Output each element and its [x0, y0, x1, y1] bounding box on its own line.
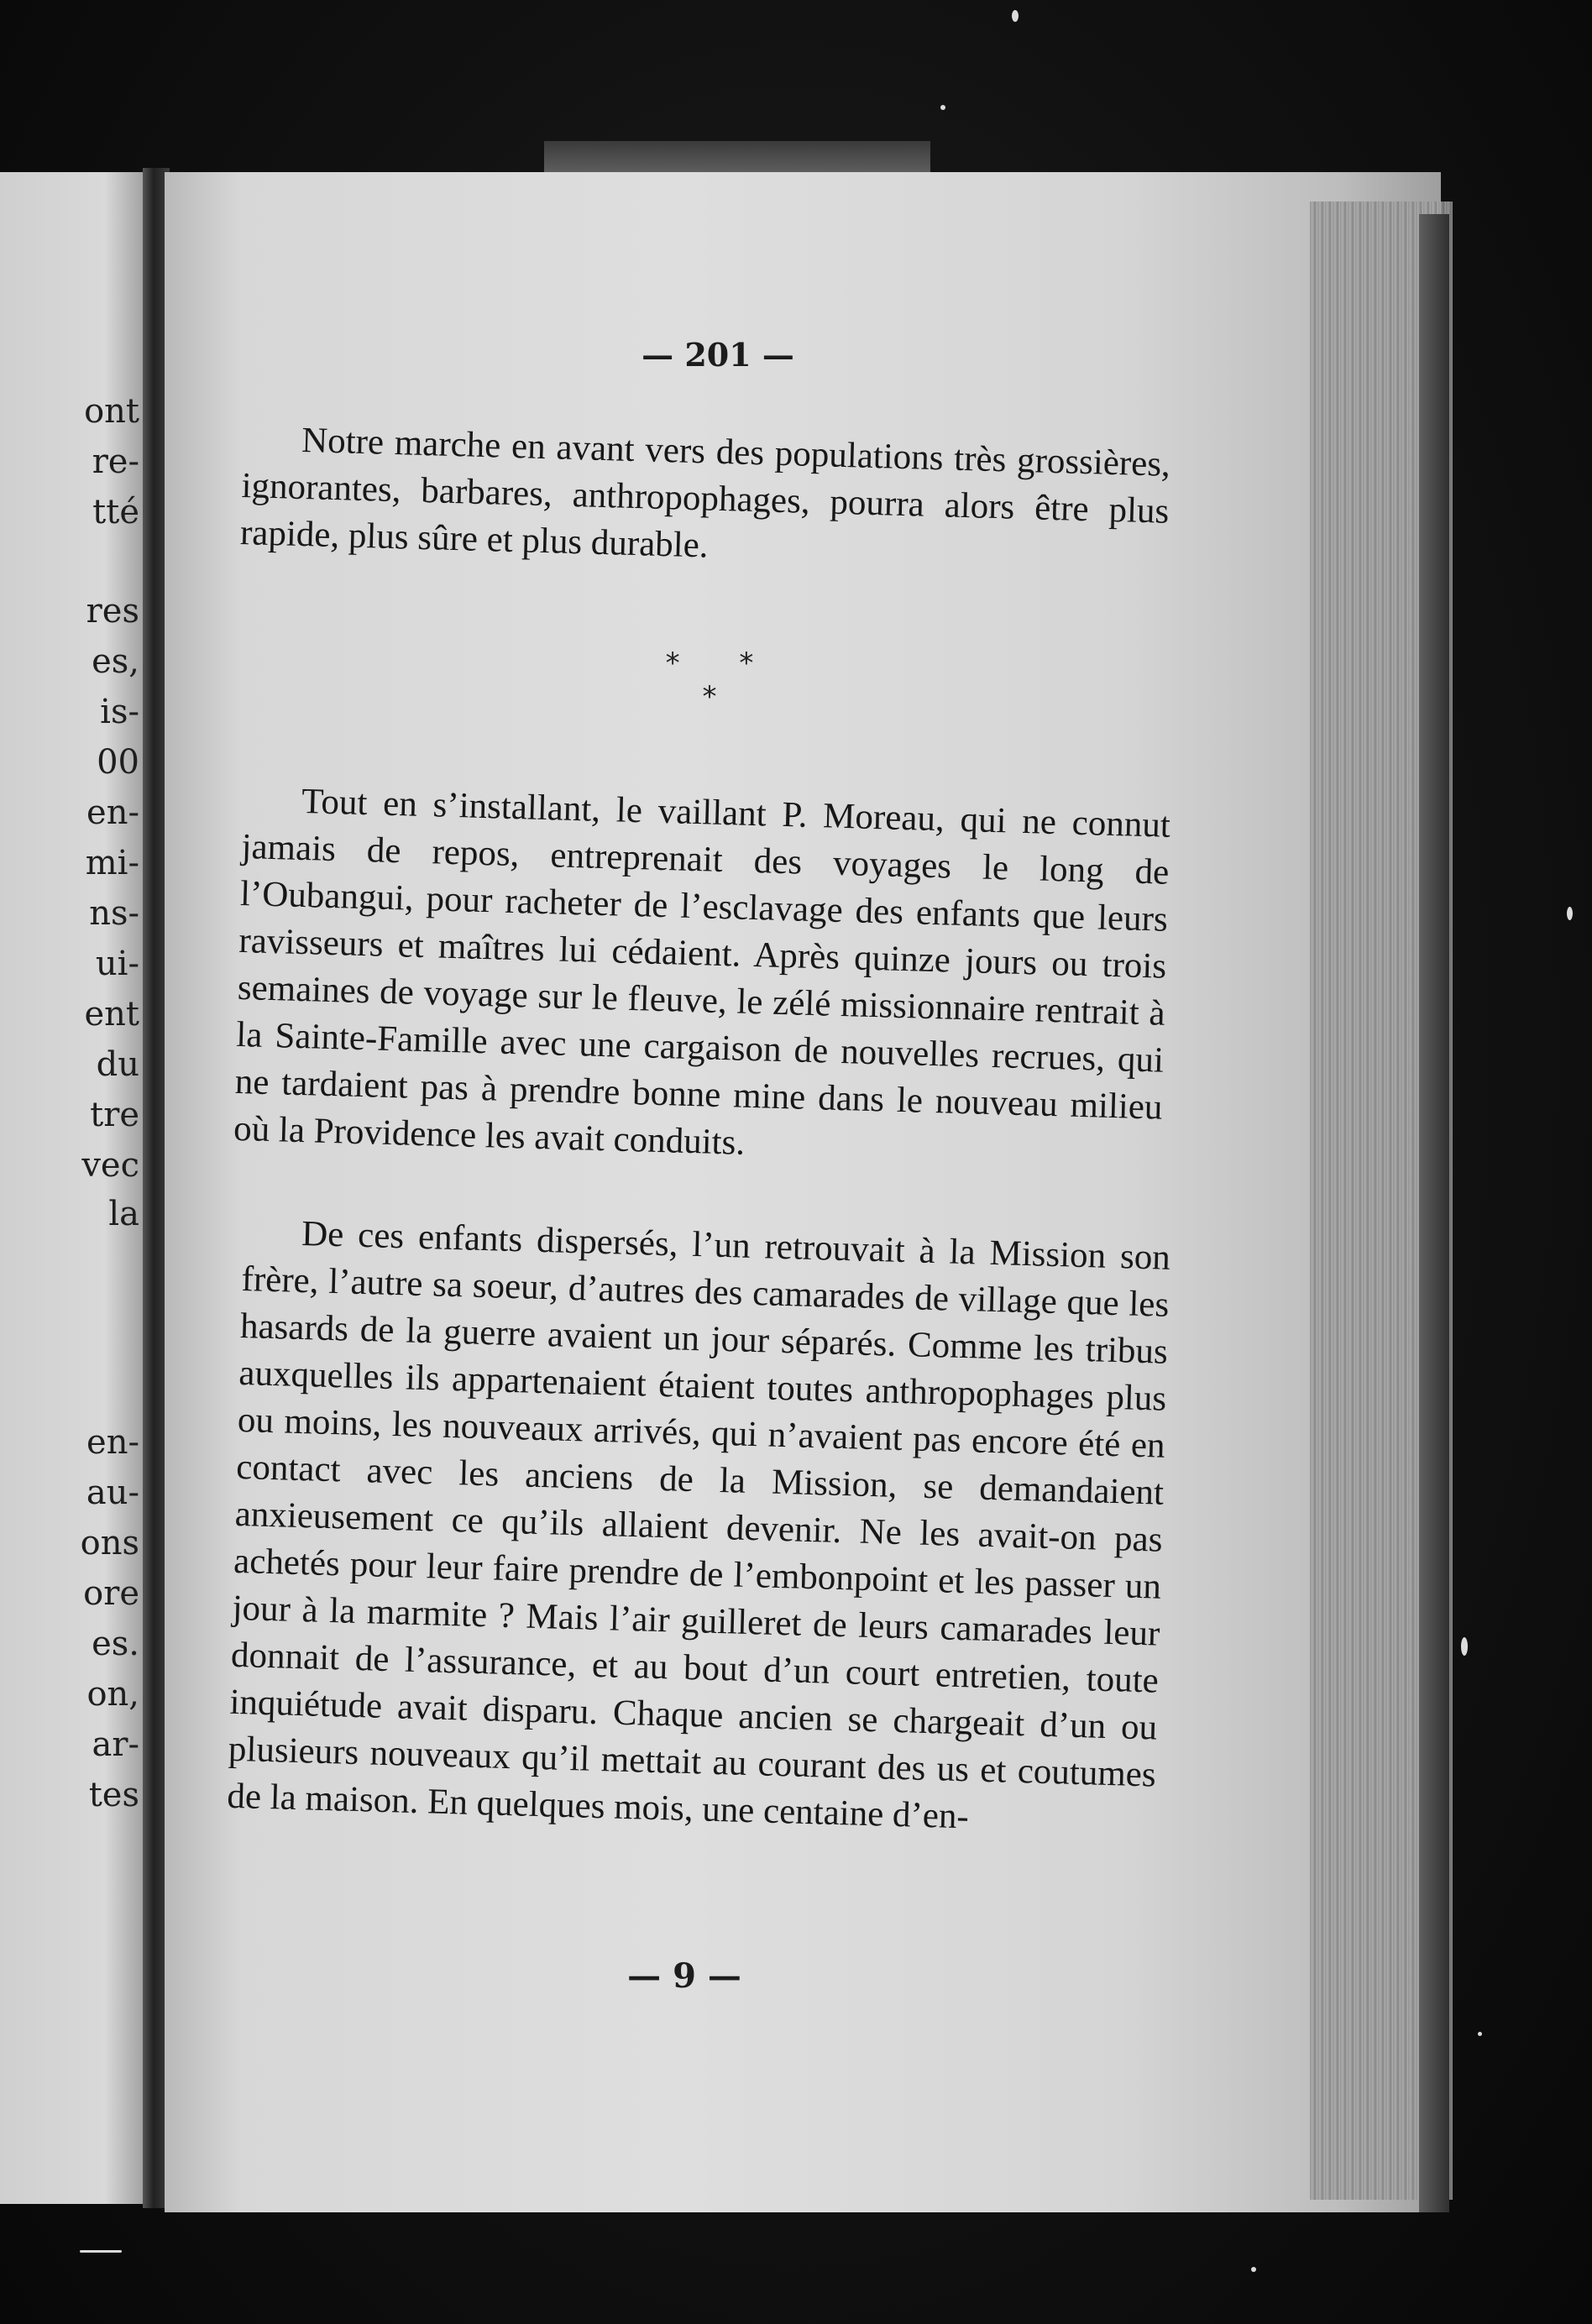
paragraph-1: [239, 416, 1170, 583]
dust-speck: [1251, 2267, 1256, 2272]
left-page-fragment: is-: [100, 693, 139, 731]
left-page-fragment: ar-: [92, 1725, 139, 1764]
left-page-fragment: ons: [80, 1524, 139, 1562]
cover-edge: [1419, 214, 1449, 2212]
left-page-fragment: 00: [97, 743, 139, 782]
left-page-fragment: du: [96, 1045, 139, 1084]
paragraph-2: [233, 777, 1170, 1179]
left-page-fragment: vec: [81, 1146, 139, 1185]
left-page-fragment: la: [108, 1195, 139, 1233]
left-page-fragment: ui-: [95, 945, 139, 983]
left-page-fragment: re-: [92, 442, 139, 481]
dust-speck: [1012, 10, 1019, 22]
left-page-fragment: es.: [92, 1625, 139, 1663]
left-page-fragment: on,: [86, 1675, 139, 1714]
paragraph-3: [227, 1209, 1171, 1846]
left-page-fragment: tté: [92, 493, 139, 531]
left-facing-page: [0, 172, 149, 2204]
left-page-fragment: ore: [83, 1574, 139, 1613]
dust-speck: [940, 105, 945, 110]
left-page-fragment: ent: [84, 995, 139, 1034]
left-page-fragment: ont: [84, 392, 139, 431]
signature-mark: — 9 —: [627, 1956, 741, 1996]
dust-speck: [1478, 2032, 1482, 2036]
dust-speck: [1567, 907, 1573, 920]
left-page-fragment: en-: [86, 1423, 139, 1462]
dust-speck: [80, 2250, 122, 2253]
paragraph-text: Notre marche en avant vers des populations très grossières, ignorantes, barbares, anthropophages, pourra alors être plus rapide, plus sûre et plus durable.: [239, 420, 1171, 566]
paragraph-text: Tout en s’installant, le vaillant P. Moreau, qui ne connut jamais de repos, entreprenait des voyages le long de l’Oubangui, pour racheter de l’esclavage des enfants que leurs ravisseurs et maîtres lui cédaient. Après quinze jours ou trois semaines de voyage sur le fleuve, le zélé missionnaire rentrait à la Sainte-Famille avec une cargaison de nouvelles recrues, qui ne tardaient pas à prendre bonne mine dans le nouveau milieu où la Providence les avait conduits.: [233, 781, 1171, 1163]
paragraph-text: De ces enfants dispersés, l’un retrouvait à la Mission son frère, l’autre sa soeur, d’autres des camarades de village que les hasards de la guerre avaient un jour séparés. Comme les tribus auxquelles ils appartenaient étaient toutes anthropophages plus ou moins, les nouveaux arrivés, qui n’avaient pas encore été en contact avec les anciens de la Mission, se demandaient anxieusement ce qu’ils allaient devenir. Ne les avait-on pas achetés pour leur faire prendre de l’embonpoint et les passer un jour à la marmite ? Mais l’air guilleret de leurs camarades leur donnait de l’assurance, et au bout d’un court entretien, toute inquiétude avait disparu. Chaque ancien se chargeait d’un ou plusieurs nouveaux qu’il mettait au courant des us et coutumes de la maison. En quelques mois, une centaine d’en-: [226, 1213, 1171, 1837]
left-page-fragment: res: [86, 592, 139, 631]
dust-speck: [1461, 1637, 1468, 1656]
left-page-fragment: es,: [92, 642, 139, 681]
left-page-fragment: mi-: [85, 844, 139, 882]
left-page-fragment: tre: [90, 1096, 139, 1134]
left-page-fragment: en-: [86, 793, 139, 832]
page-number-header: — 201 —: [642, 336, 794, 374]
left-page-fragment: ns-: [89, 894, 139, 933]
section-separator: * * *: [665, 646, 779, 714]
left-page-fragment: au-: [86, 1473, 139, 1512]
left-page-fragment: tes: [88, 1776, 139, 1814]
